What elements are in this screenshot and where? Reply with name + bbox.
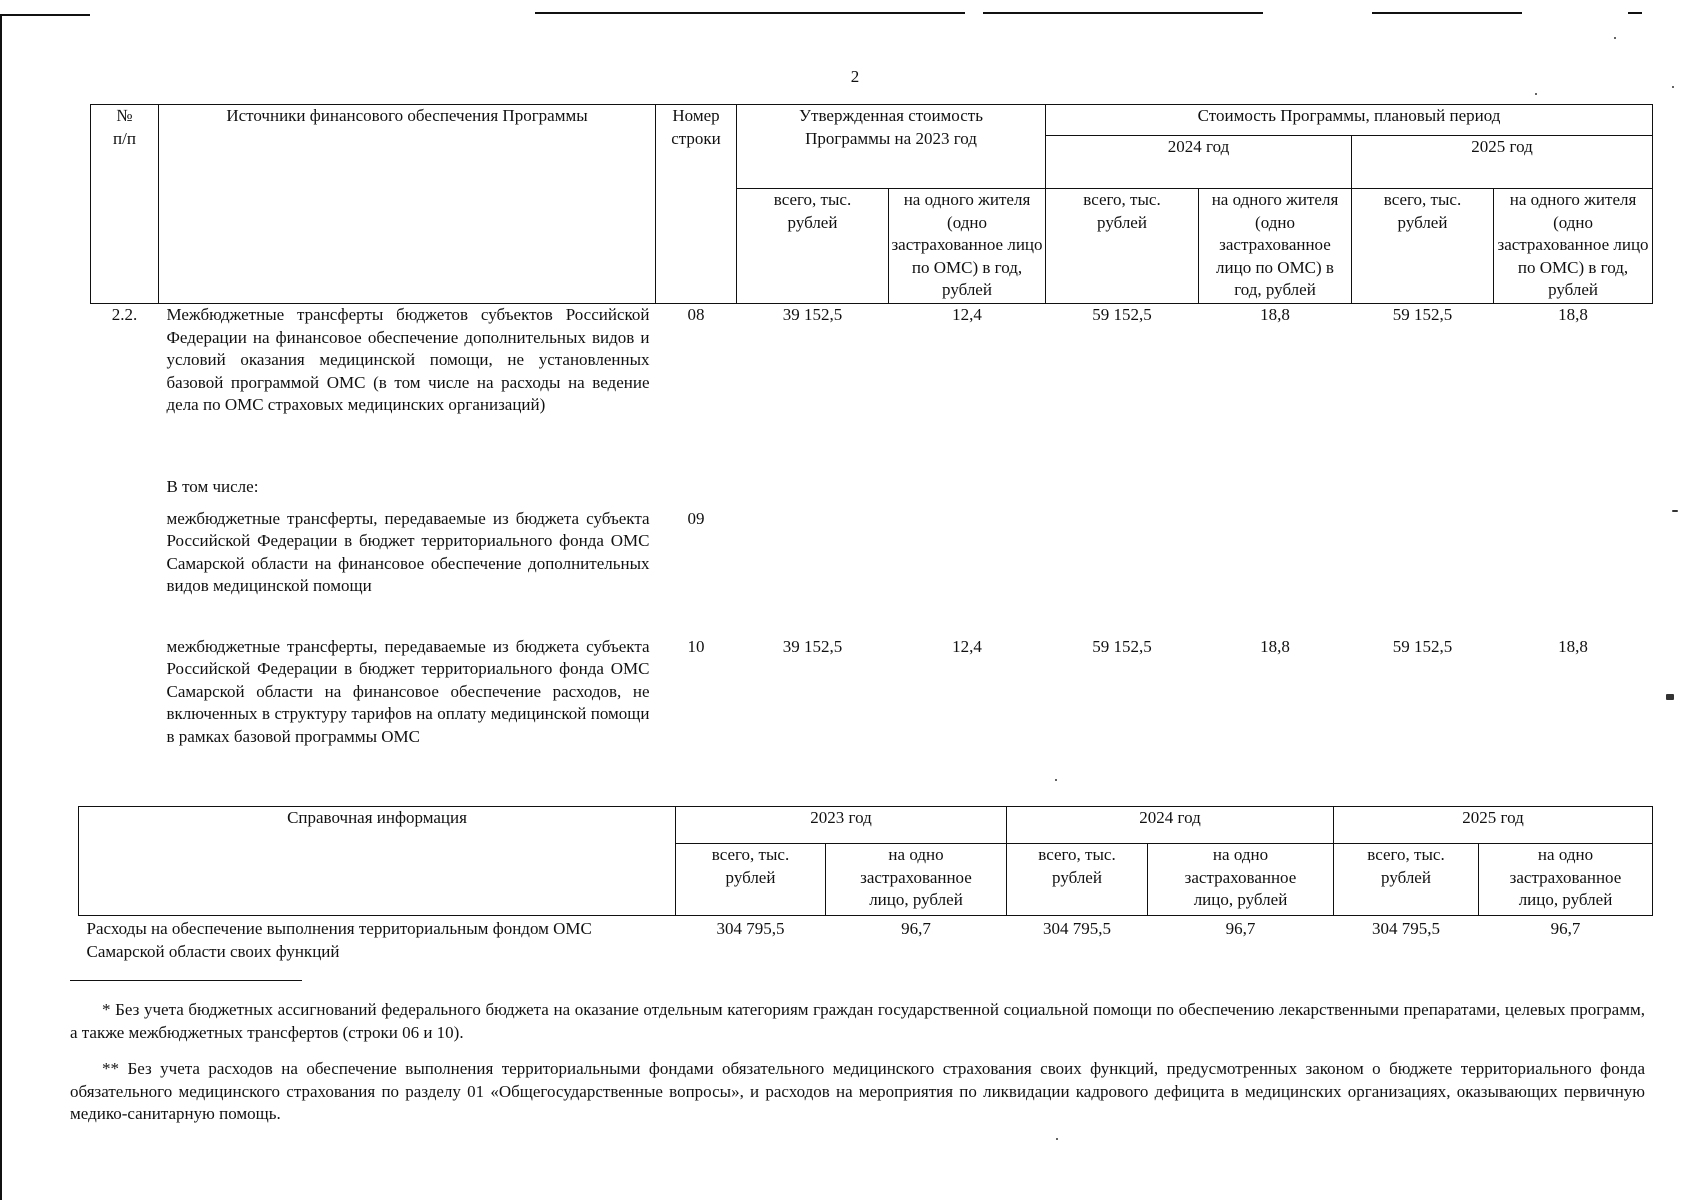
ref-2023-per-label: на одно застрахованное лицо, рублей (826, 844, 1007, 916)
header-planned: Стоимость Программы, плановый период (1046, 105, 1653, 136)
row-2024-per: 18,8 (1260, 636, 1290, 656)
row-num (91, 476, 159, 508)
footnote-2: ** Без учета расходов на обеспечение выполнения территориальными фондами обязательного медицинского страхования своих функций, предусмотренных законом о бюджете территориального фонда обязательного медицинского страхования по разделу 01 «Общегосударственные вопросы», и расходов на мероприятия по ликвидации кадрового дефицита в медицинских организациях, оказывающих первичную медико-санитарную помощь. (70, 1059, 1645, 1124)
scan-frame-left (0, 14, 2, 1200)
ref-2025-total-label: всего, тыс. рублей (1334, 844, 1479, 916)
table-row (91, 508, 1653, 636)
ref-row-label: Расходы на обеспечение выполнения территориальным фондом ОМС Самарской области своих функций (86, 919, 592, 961)
row-2023-per: 12,4 (952, 636, 982, 656)
ref-year-2025: 2025 год (1334, 807, 1653, 844)
ref-2023-total: 304 795,5 (716, 919, 785, 938)
row-2024-per: 18,8 (1260, 305, 1290, 324)
row-2024-total: 59 152,5 (1092, 305, 1152, 324)
ref-2023-total-label: всего, тыс. рублей (676, 844, 826, 916)
scan-speck (1535, 93, 1537, 95)
scan-frame-top (0, 14, 90, 16)
header-line: Номер строки (656, 105, 737, 304)
program-cost-table (90, 104, 1653, 776)
row-source: межбюджетные трансферты, передаваемые из бюджета субъекта Российской Федерации в бюджет территориального фонда ОМС Самарской области на финансовое обеспечение расходов, не включенных в структуру тарифов на оплату медицинской помощи в рамках базовой программы ОМС (166, 636, 650, 746)
table-row (91, 476, 1653, 508)
row-2023-total (737, 508, 889, 636)
row-num: 2.2. (111, 305, 138, 324)
ref-2025-per: 96,7 (1550, 919, 1581, 938)
row-2025-total (1352, 508, 1494, 636)
header-2025-per: на одного жителя (одно застрахованное лицо по ОМС) в год, рублей (1494, 189, 1653, 304)
ref-2025-per-label: на одно застрахованное лицо, рублей (1479, 844, 1653, 916)
table-row (91, 304, 1653, 476)
header-year-2025: 2025 год (1352, 136, 1653, 189)
ref-year-2023: 2023 год (676, 807, 1007, 844)
row-2025-total: 59 152,5 (1392, 636, 1453, 656)
table-row (91, 636, 1653, 776)
row-2025-per (1494, 508, 1653, 636)
row-2024-total (1046, 508, 1199, 636)
scan-dash-line (1372, 12, 1522, 14)
ref-2024-total-label: всего, тыс. рублей (1007, 844, 1148, 916)
header-2024-total: всего, тыс. рублей (1046, 189, 1199, 304)
scan-dash-line (983, 12, 1263, 14)
row-num (91, 636, 159, 776)
row-2025-per: 18,8 (1558, 636, 1588, 656)
row-2024-per (1199, 508, 1352, 636)
table-row (79, 916, 1653, 966)
footnote-rule (70, 980, 302, 981)
header-2025-total: всего, тыс. рублей (1352, 189, 1494, 304)
header-num: № п/п (91, 105, 159, 304)
ref-year-2024: 2024 год (1007, 807, 1334, 844)
scan-dash-line (535, 12, 965, 14)
row-2025-per: 18,8 (1558, 305, 1588, 324)
ref-2024-per: 96,7 (1225, 919, 1256, 938)
row-line: 08 (687, 305, 705, 324)
row-line: 10 (687, 636, 705, 656)
row-source: Межбюджетные трансферты бюджетов субъектов Российской Федерации на финансовое обеспечение дополнительных видов и условий оказания медицинской помощи, не установленных базовой программой ОМС (в том числе на расходы на ведение дела по ОМС страховых медицинских организаций) (166, 305, 650, 415)
row-num (91, 508, 159, 636)
scan-dash-line (1628, 12, 1642, 14)
row-2023-per (889, 508, 1046, 636)
row-2024-total: 59 152,5 (1092, 636, 1152, 656)
header-2023-per: на одного жителя (одно застрахованное лицо по ОМС) в год, рублей (889, 189, 1046, 304)
row-2023-per: 12,4 (952, 305, 982, 324)
row-line: 09 (687, 508, 705, 528)
scan-speck (1614, 37, 1616, 39)
ref-2025-total: 304 795,5 (1372, 919, 1440, 938)
row-line (656, 476, 737, 508)
scan-speck (1672, 510, 1678, 512)
header-source: Источники финансового обеспечения Программы (159, 105, 656, 304)
row-2025-total: 59 152,5 (1392, 305, 1453, 324)
row-source: В том числе: (166, 476, 259, 496)
ref-2023-per: 96,7 (901, 919, 931, 938)
row-source: межбюджетные трансферты, передаваемые из бюджета субъекта Российской Федерации в бюджет территориального фонда ОМС Самарской области на финансовое обеспечение дополнительных видов медицинской помощи (166, 508, 650, 596)
row-2023-total: 39 152,5 (782, 305, 843, 324)
ref-2024-total: 304 795,5 (1043, 919, 1111, 938)
reference-info-table (78, 806, 1653, 966)
page-number: 2 (850, 67, 860, 86)
scan-speck (1672, 86, 1674, 88)
header-2024-per: на одного жителя (одно застрахованное лицо по ОМС) в год, рублей (1199, 189, 1352, 304)
header-year-2024: 2024 год (1046, 136, 1352, 189)
row-2023-total: 39 152,5 (782, 636, 843, 656)
ref-2024-per-label: на одно застрахованное лицо, рублей (1148, 844, 1334, 916)
header-approved-2023: Утвержденная стоимость Программы на 2023 год (737, 105, 1046, 189)
footnote-1: * Без учета бюджетных ассигнований федерального бюджета на оказание отдельным категориям граждан государственной социальной помощи по обеспечению лекарственными препаратами, целевых программ, а также межбюджетных трансфертов (строки 06 и 10). (70, 1000, 1645, 1042)
scan-speck (1666, 694, 1674, 700)
header-2023-total: всего, тыс. рублей (737, 189, 889, 304)
row-empty-values (737, 476, 1653, 508)
scan-speck (1056, 1138, 1058, 1140)
scan-speck (1055, 779, 1057, 781)
ref-title: Справочная информация (79, 807, 676, 916)
